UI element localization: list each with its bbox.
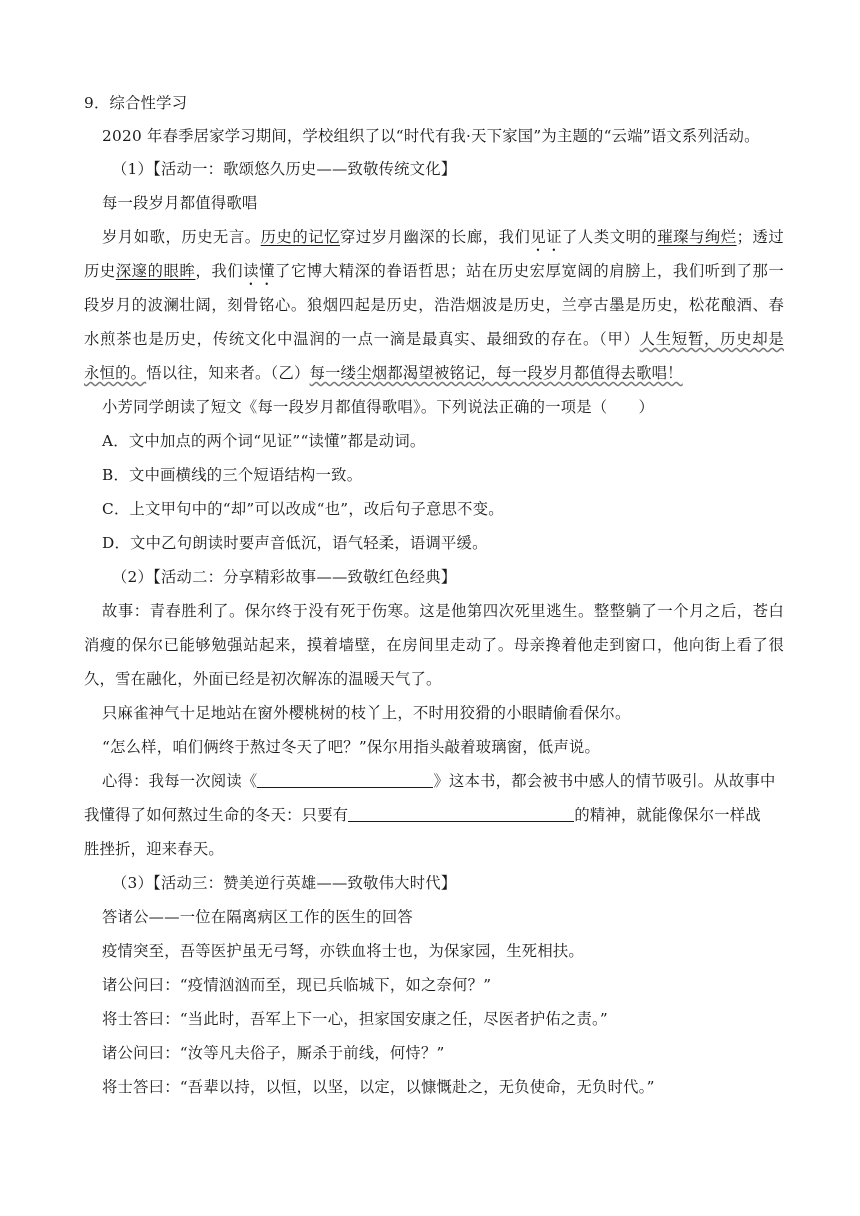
underlined-phrase-3: 深邃的眼眸 xyxy=(115,262,196,280)
activity-2-heading: （2）【活动二：分享精彩故事——致敬红色经典】 xyxy=(112,568,457,586)
underlined-phrase-1: 历史的记忆 xyxy=(260,228,340,246)
sentence-yi: 每一缕尘烟都渴望被铭记，每一段岁月都值得去歌唱！ xyxy=(309,364,683,382)
question-stem: 小芳同学朗读了短文《每一段岁月都值得歌唱》。下列说法正确的一项是（ ） xyxy=(102,398,655,416)
story-line-4: 只麻雀神气十足地站在窗外樱桃树的枝丫上，不时用狡猾的小眼睛偷看保尔。 xyxy=(102,704,631,722)
xinde-line-1: 心得：我每一次阅读《 》这本书，都会被书中感人的情节吸引。从故事中 xyxy=(102,772,776,790)
reply-line-5: 将士答曰：“吾辈以持，以恒，以坚，以定，以慷慨赴之，无负使命，无负时代。” xyxy=(102,1078,655,1096)
essay-line-4: 水煎茶也是历史，传统文化中温润的一点一滴是最真实、最细致的存在。（甲）人生短暂，历史却是 xyxy=(84,330,784,348)
reply-line-1: 疫情突至，吾等医护虽无弓弩，亦铁血将士也，为保家园，生死相扶。 xyxy=(102,942,584,960)
essay-line-2: 历史深邃的眼眸，我们读懂了它博大精深的眷语哲思；站在历史宏厚宽阔的肩膀上，我们听到了那一 xyxy=(84,262,784,280)
underlined-phrase-2: 璀璨与绚烂 xyxy=(657,228,737,246)
essay-line-5: 永恒的。悟以往，知来者。（乙）每一缕尘烟都渴望被铭记，每一段岁月都值得去歌唱！ xyxy=(84,364,683,382)
activity-1-heading: （1）【活动一：歌颂悠久历史——致敬传统文化】 xyxy=(112,160,457,178)
xinde-line-2: 我懂得了如何熬过生命的冬天：只要有 的精神，就能像保尔一样战 xyxy=(84,806,761,824)
option-b: B．文中画横线的三个短语结构一致。 xyxy=(102,466,363,484)
sentence-jia: 人生短暂，历史却是 xyxy=(639,330,784,348)
story-line-1: 故事：青春胜利了。保尔终于没有死于伤寒。这是他第四次死里逃生。整整躺了一个月之后，苍白 xyxy=(102,602,784,620)
option-c: C．上文甲句中的“却”可以改成“也”，改后句子意思不变。 xyxy=(102,500,504,518)
essay-title: 每一段岁月都值得歌唱 xyxy=(102,194,258,212)
question-title: 9．综合性学习 xyxy=(84,94,188,112)
xinde-line-3: 胜挫折，迎来春天。 xyxy=(84,840,224,858)
dotted-word-1: 见证 xyxy=(530,228,563,246)
question-intro: 2020 年春季居家学习期间，学校组织了以“时代有我·天下家国”为主题的“云端”语文系列活动。 xyxy=(102,127,760,145)
reply-title: 答诸公——一位在隔离病区工作的医生的回答 xyxy=(102,908,413,926)
story-line-5: “怎么样，咱们俩终于熬过冬天了吧？”保尔用指头敲着玻璃窗，低声说。 xyxy=(102,738,601,756)
reply-line-4: 诸公问曰：“汝等凡夫俗子，厮杀于前线，何恃？” xyxy=(102,1044,445,1062)
essay-line-3: 段岁月的波澜壮阔，刻骨铭心。狼烟四起是历史，浩浩烟波是历史，兰亭古墨是历史，松花酿酒、春 xyxy=(84,296,784,314)
spirit-blank[interactable] xyxy=(348,805,574,822)
sentence-jia-end: 永恒的。 xyxy=(84,364,147,382)
story-line-2: 消瘦的保尔已能够勉强站起来，摸着墙壁，在房间里走动了。母亲搀着他走到窗口，他向街上看了很 xyxy=(84,636,784,654)
dotted-word-2: 读懂 xyxy=(243,262,276,280)
story-line-3: 久，雪在融化，外面已经是初次解冻的温暖天气了。 xyxy=(84,670,442,688)
essay-line-1: 岁月如歌，历史无言。历史的记忆穿过岁月幽深的长廊，我们见证了人类文明的璀璨与绚烂；透过 xyxy=(102,228,784,246)
activity-3-heading: （3）【活动三：赞美逆行英雄——致敬伟大时代】 xyxy=(112,874,457,892)
book-title-blank[interactable] xyxy=(257,771,433,788)
reply-line-2: 诸公问曰：“疫情汹汹而至，现已兵临城下，如之奈何？” xyxy=(102,976,492,994)
option-a: A．文中加点的两个词“见证”“读懂”都是动词。 xyxy=(102,432,426,450)
reply-line-3: 将士答曰：“当此时，吾军上下一心，担家国安康之任，尽医者护佑之责。” xyxy=(102,1010,608,1028)
option-d: D．文中乙句朗读时要声音低沉，语气轻柔，语调平缓。 xyxy=(102,534,488,552)
